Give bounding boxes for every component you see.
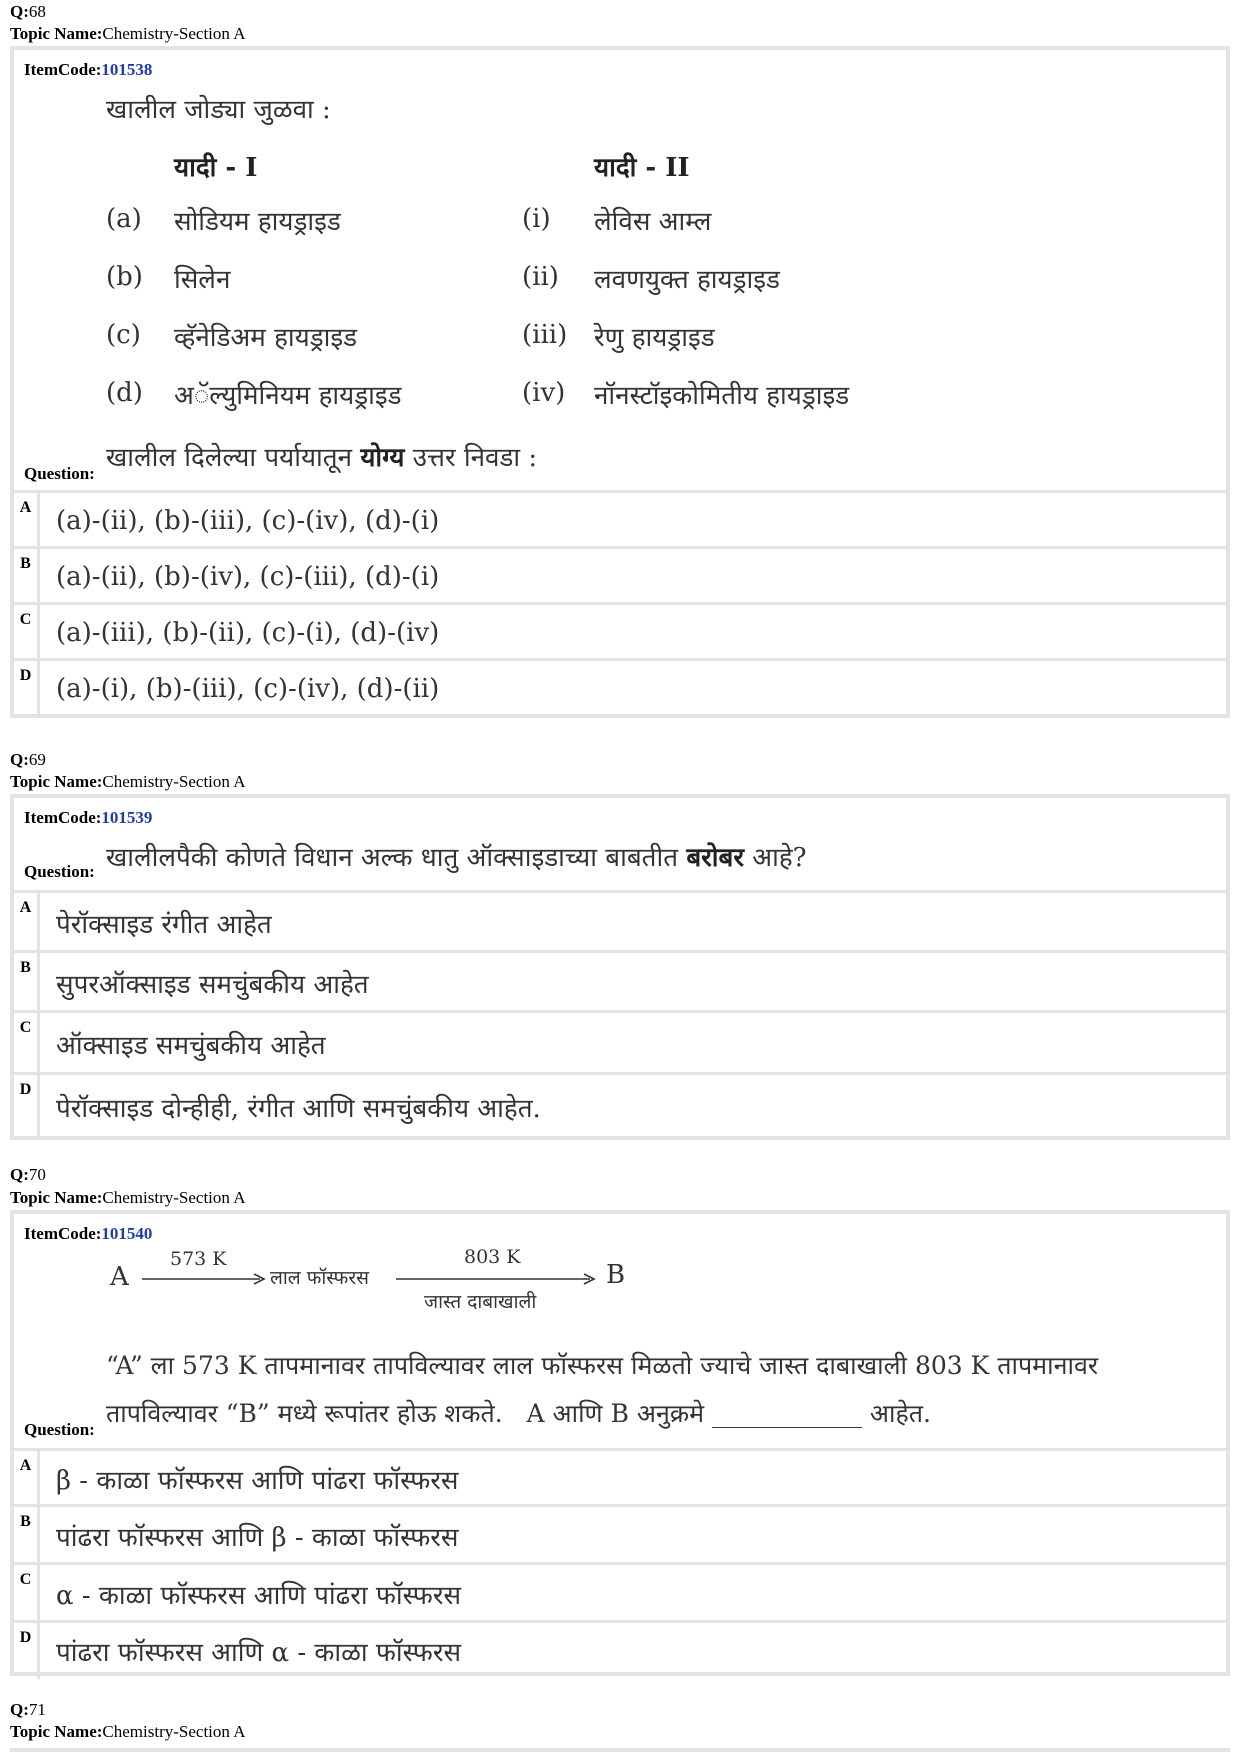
match-key-2: (iv) <box>522 378 566 408</box>
option-a[interactable] <box>14 1448 1226 1507</box>
option-letter: A <box>14 1451 40 1507</box>
match-key: (b) <box>106 262 143 292</box>
prompt: खालील दिलेल्या पर्यायातून योग्य उत्तर निवडा : <box>106 443 538 473</box>
match-item-2: लवणयुक्त हायड्राइड <box>594 265 780 295</box>
match-item: अॅल्युमिनियम हायड्राइड <box>174 381 402 411</box>
question-stem-line2: तापविल्यावर “B” मध्ये रूपांतर होऊ शकते. A आणि B अनुक्रमे ____________ आहेत. <box>106 1399 931 1428</box>
match-item-2: नॉनस्टॉइकोमितीय हायड्राइड <box>594 381 850 411</box>
card-edge <box>10 1748 1230 1752</box>
option-c[interactable] <box>14 1562 1226 1623</box>
option-text: पांढरा फॉस्फरस आणि β - काळा फॉस्फरस <box>56 1523 459 1553</box>
topic-name: Topic Name:Chemistry-Section A <box>10 1188 246 1207</box>
item-code: ItemCode:101540 <box>24 1224 153 1243</box>
match-item: सिलेन <box>174 265 231 295</box>
option-b[interactable] <box>14 1504 1226 1565</box>
arrow-icon <box>142 1272 268 1286</box>
option-text: β - काळा फॉस्फरस आणि पांढरा फॉस्फरस <box>56 1466 459 1496</box>
scheme-start: A <box>110 1262 129 1292</box>
list1-heading: यादी - I <box>174 153 258 183</box>
arrow1-label: 573 K <box>170 1248 227 1270</box>
question-card <box>10 1210 1230 1676</box>
option-d[interactable] <box>14 1072 1226 1139</box>
option-b[interactable] <box>14 950 1226 1013</box>
question-card <box>10 794 1230 1140</box>
list2-heading: यादी - II <box>594 153 690 183</box>
topic-name: Topic Name:Chemistry-Section A <box>10 24 246 43</box>
option-a[interactable] <box>14 490 1226 549</box>
match-key: (c) <box>106 320 141 350</box>
question-stem-line1: “A” ला 573 K तापमानावर तापविल्यावर लाल फॉस्फरस मिळतो ज्याचे जास्त दाबाखाली 803 K तापमानावर <box>106 1351 1099 1380</box>
question-number: Q:71 <box>10 1700 46 1719</box>
option-c[interactable] <box>14 602 1226 661</box>
option-letter: A <box>14 493 40 549</box>
option-letter: D <box>14 1623 40 1679</box>
question-card <box>10 46 1230 718</box>
option-letter: C <box>14 605 40 661</box>
item-code: ItemCode:101538 <box>24 60 153 79</box>
option-text: (a)-(ii), (b)-(iii), (c)-(iv), (d)-(i) <box>56 506 440 536</box>
scheme-middle: लाल फॉस्फरस <box>270 1267 369 1289</box>
match-item: व्हॅनेडिअम हायड्राइड <box>174 323 358 353</box>
match-item-2: रेणु हायड्राइड <box>594 323 715 353</box>
option-text: α - काळा फॉस्फरस आणि पांढरा फॉस्फरस <box>56 1581 462 1611</box>
option-text: (a)-(iii), (b)-(ii), (c)-(i), (d)-(iv) <box>56 618 440 648</box>
option-text: पेरॉक्साइड दोन्हीही, रंगीत आणि समचुंबकीय आहेत. <box>56 1094 541 1124</box>
question-number: Q:69 <box>10 750 46 769</box>
option-b[interactable] <box>14 546 1226 605</box>
question-number: Q:70 <box>10 1165 46 1184</box>
arrow-icon <box>396 1272 598 1286</box>
arrow2-label-bottom: जास्त दाबाखाली <box>424 1291 537 1313</box>
option-a[interactable] <box>14 890 1226 953</box>
option-text: पेरॉक्साइड रंगीत आहेत <box>56 910 272 940</box>
match-item-2: लेविस आम्ल <box>594 207 712 237</box>
match-key-2: (ii) <box>522 262 559 292</box>
option-text: ऑक्साइड समचुंबकीय आहेत <box>56 1031 326 1061</box>
option-text: (a)-(i), (b)-(iii), (c)-(iv), (d)-(ii) <box>56 674 440 704</box>
instruction: खालील जोड्या जुळवा : <box>106 95 331 125</box>
arrow2-label-top: 803 K <box>464 1246 521 1268</box>
question-label: Question: <box>24 1420 95 1439</box>
scheme-end: B <box>606 1260 626 1290</box>
match-key-2: (iii) <box>522 320 568 350</box>
option-letter: D <box>14 1075 40 1139</box>
question-number: Q:68 <box>10 2 46 21</box>
option-text: सुपरऑक्साइड समचुंबकीय आहेत <box>56 970 369 1000</box>
match-key: (a) <box>106 204 142 234</box>
option-text: (a)-(ii), (b)-(iv), (c)-(iii), (d)-(i) <box>56 562 440 592</box>
topic-name: Topic Name:Chemistry-Section A <box>10 1722 246 1741</box>
question-label: Question: <box>24 464 95 483</box>
question-label: Question: <box>24 862 95 881</box>
option-letter: B <box>14 953 40 1013</box>
match-item: सोडियम हायड्राइड <box>174 207 341 237</box>
item-code: ItemCode:101539 <box>24 808 153 827</box>
option-letter: A <box>14 893 40 953</box>
option-d[interactable] <box>14 1620 1226 1679</box>
question-stem: खालीलपैकी कोणते विधान अल्क धातु ऑक्साइडाच्या बाबतीत बरोबर आहे? <box>106 843 807 873</box>
option-c[interactable] <box>14 1010 1226 1075</box>
option-text: पांढरा फॉस्फरस आणि α - काळा फॉस्फरस <box>56 1638 462 1668</box>
match-key-2: (i) <box>522 204 551 234</box>
option-d[interactable] <box>14 658 1226 717</box>
match-key: (d) <box>106 378 143 408</box>
option-letter: C <box>14 1013 40 1075</box>
option-letter: B <box>14 1507 40 1565</box>
topic-name: Topic Name:Chemistry-Section A <box>10 772 246 791</box>
option-letter: B <box>14 549 40 605</box>
option-letter: C <box>14 1565 40 1623</box>
option-letter: D <box>14 661 40 717</box>
